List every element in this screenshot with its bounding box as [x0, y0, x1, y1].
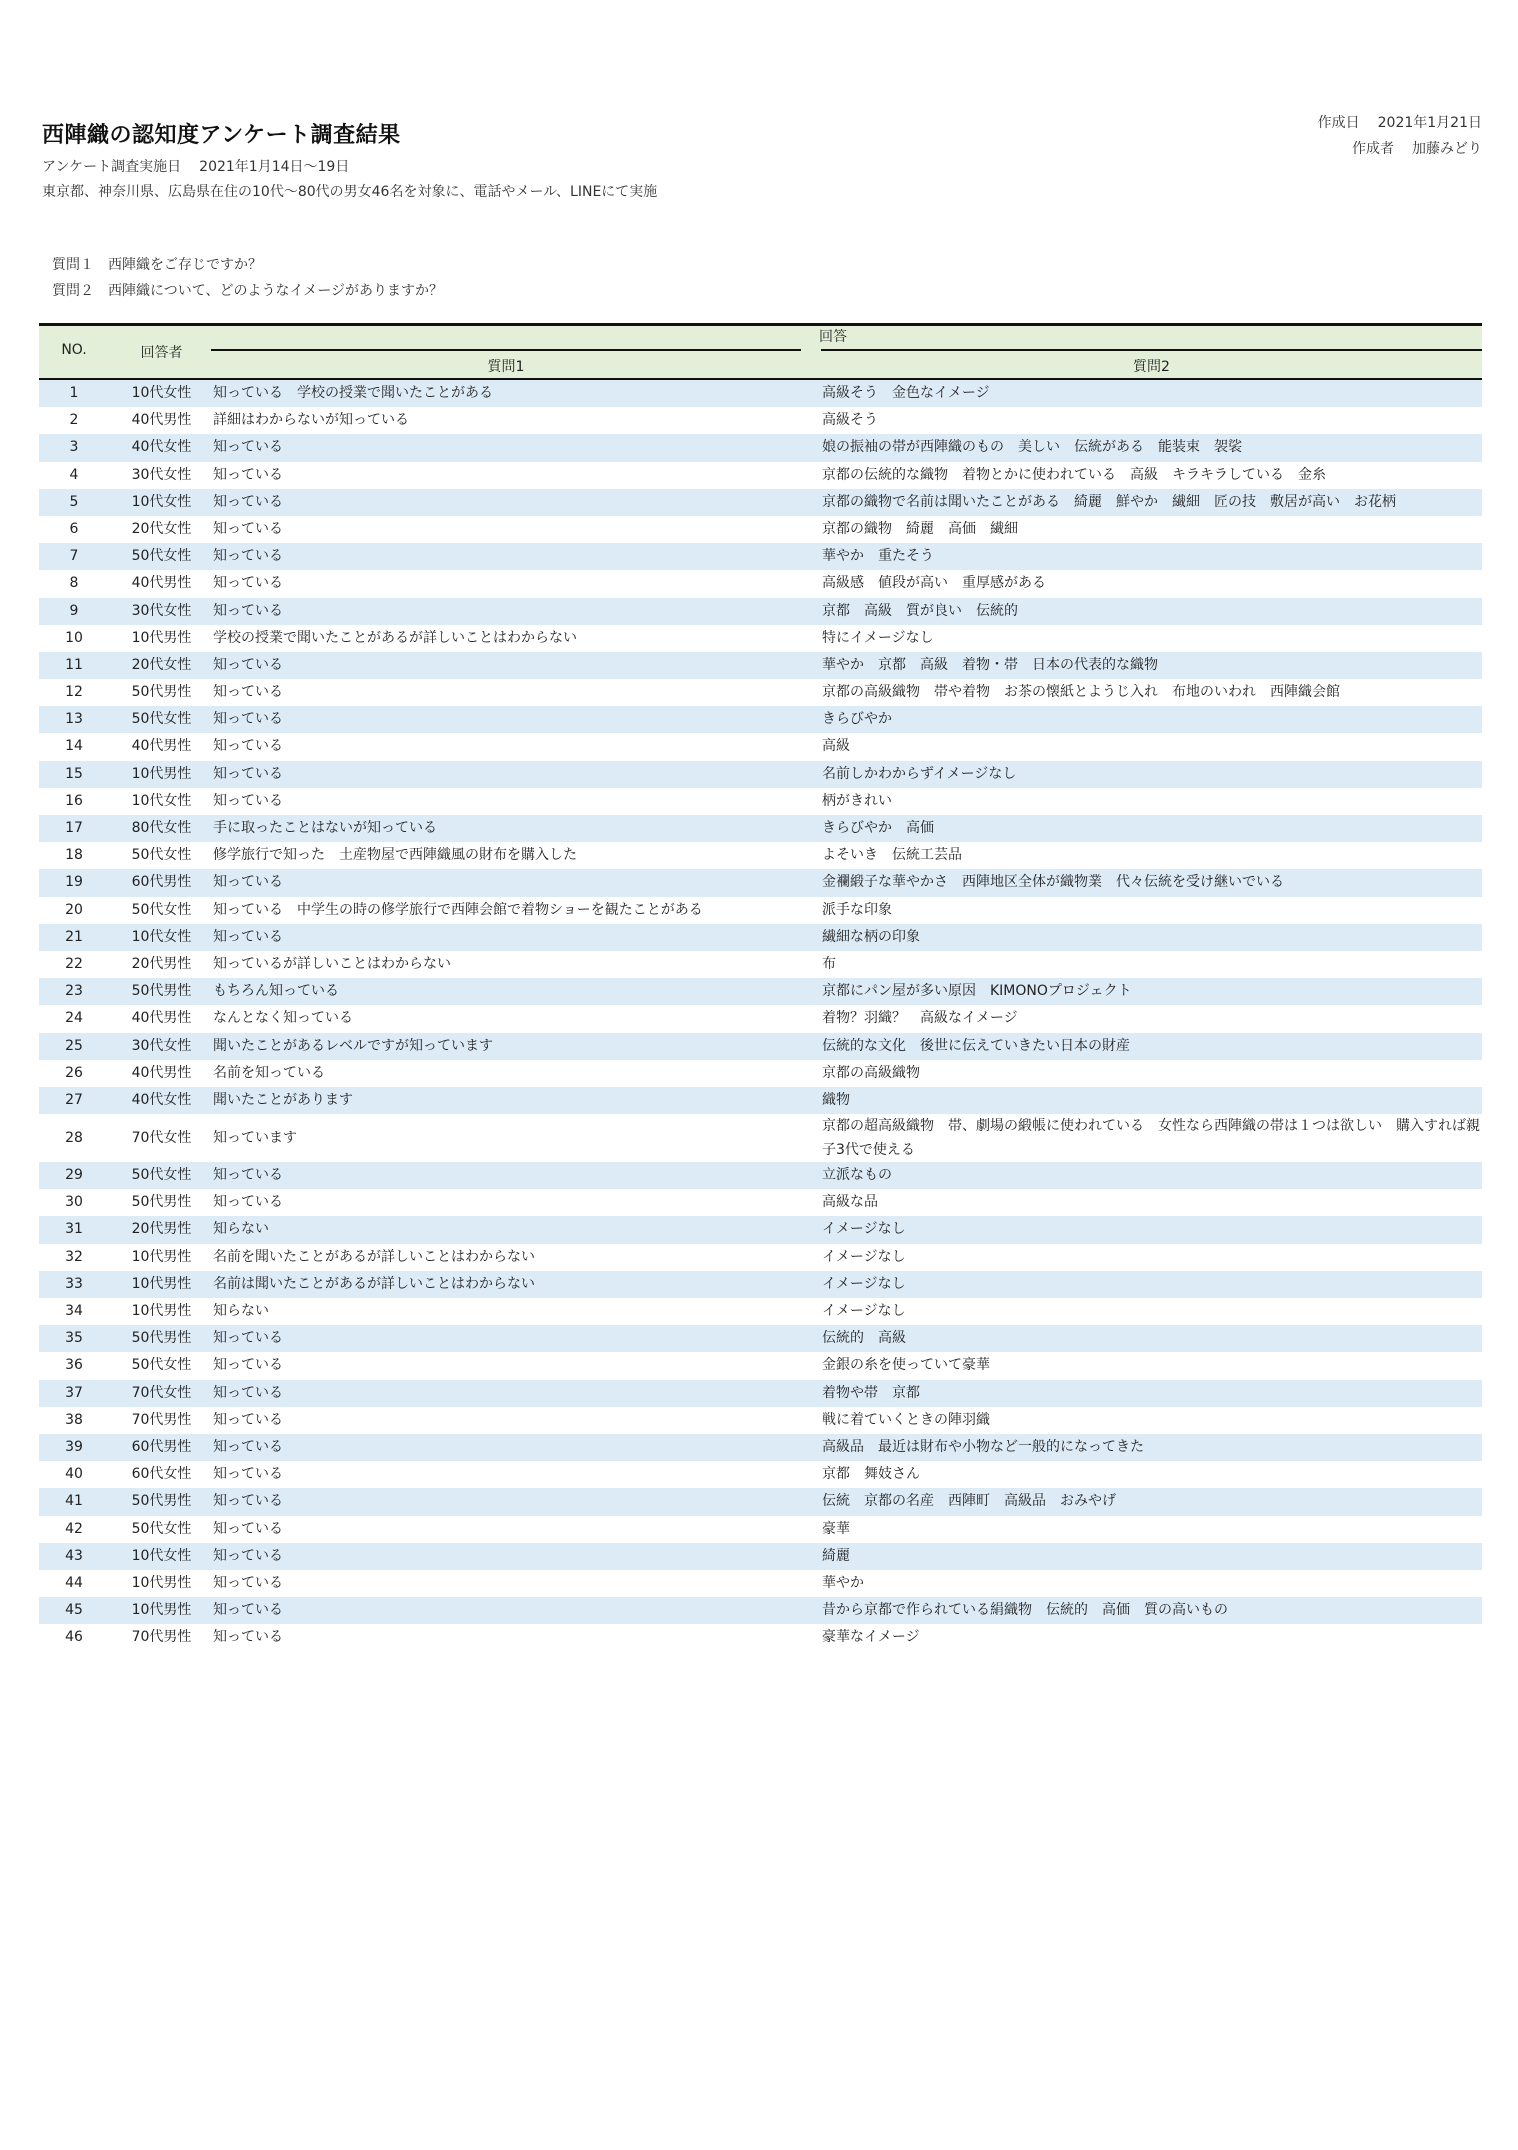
answer-question-1: 手に取ったことはないが知っている [213, 820, 437, 836]
table-row [39, 1189, 1482, 1216]
answer-question-1: 知らない [213, 1303, 269, 1319]
respondent: 40代男性 [131, 1064, 192, 1081]
row-number: 45 [65, 1602, 83, 1619]
answer-question-2: 柄がきれい [822, 792, 892, 809]
respondent: 40代男性 [131, 1010, 192, 1027]
respondent: 50代男性 [131, 1493, 192, 1510]
answer-question-2: 昔から京都で作られている絹織物 伝統的 高価 質の高いもの [822, 1602, 1228, 1619]
respondent: 40代女性 [131, 439, 192, 456]
table-row [39, 761, 1482, 788]
table-row [39, 516, 1482, 543]
table-row [39, 1352, 1482, 1379]
respondent: 20代男性 [131, 955, 192, 972]
answer-question-2: 京都の織物で名前は聞いたことがある 綺麗 鮮やか 繊細 匠の技 敷居が高い お花柄 [822, 493, 1396, 510]
respondent: 20代女性 [131, 656, 192, 673]
respondent: 40代男性 [131, 738, 192, 755]
answer-question-1: 知っている [213, 466, 283, 483]
respondent: 10代女性 [131, 928, 192, 945]
respondent: 30代女性 [131, 1037, 192, 1054]
answer-question-2: 京都の超高級織物 帯、劇場の緞帳に使われている 女性なら西陣織の帯は１つは欲しい 購入すれば親子3代で使える [822, 1118, 1480, 1159]
row-number: 35 [65, 1330, 83, 1347]
answer-question-2: 織物 [822, 1091, 850, 1108]
answer-question-1: 知っている [213, 928, 283, 945]
table-row [39, 897, 1482, 924]
table-row [39, 380, 1482, 407]
answer-question-2: 布 [822, 955, 836, 972]
row-number: 37 [65, 1384, 83, 1401]
created-info [1318, 110, 1482, 162]
answer-question-2: 金襴緞子な華やかさ 西陣地区全体が織物業 代々伝統を受け継いでいる [822, 874, 1284, 891]
answer-question-1: 名前は聞いたことがあるが詳しいことはわからない [213, 1275, 535, 1292]
answer-question-1: 知っている [213, 1466, 283, 1483]
respondent: 40代男性 [131, 412, 192, 429]
row-number: 20 [65, 901, 83, 918]
created-date-value: 2021年1月21日 [1377, 115, 1482, 131]
answer-question-2: イメージなし [822, 1303, 906, 1319]
row-number: 36 [65, 1357, 83, 1374]
row-number: 21 [65, 928, 83, 945]
respondent: 50代男性 [131, 1194, 192, 1211]
respondent: 70代男性 [131, 1411, 192, 1428]
table-row [39, 679, 1482, 706]
answer-question-1: 知っている [213, 711, 283, 728]
answer-question-2: 伝統 京都の名産 西陣町 高級品 おみやげ [822, 1493, 1116, 1510]
respondent: 10代女性 [131, 493, 192, 510]
answer-question-1: 知っている [213, 575, 283, 592]
table-row [39, 1162, 1482, 1189]
answer-question-2: 高級感 値段が高い 重厚感がある [822, 575, 1046, 592]
row-number: 24 [65, 1010, 83, 1027]
row-number: 10 [65, 629, 83, 646]
question-label: 質問２ [52, 283, 94, 299]
respondent: 50代男性 [131, 1330, 192, 1347]
row-number: 8 [69, 575, 79, 592]
question-list [52, 252, 443, 304]
respondent: 70代女性 [131, 1130, 192, 1147]
row-number: 12 [65, 684, 83, 701]
table-row [39, 733, 1482, 760]
respondent: 50代女性 [131, 901, 192, 918]
answer-question-1: もちろん知っている [213, 983, 339, 1000]
table-row [39, 1060, 1482, 1087]
respondent: 50代女性 [131, 548, 192, 565]
answer-question-2: 高級そう [822, 412, 878, 429]
respondent: 10代男性 [131, 1303, 192, 1319]
table-row [39, 489, 1482, 516]
answer-question-2: 金銀の糸を使っていて豪華 [822, 1357, 990, 1374]
row-number: 16 [65, 792, 83, 809]
row-number: 29 [65, 1167, 83, 1184]
row-number: 15 [65, 765, 83, 782]
row-number: 32 [65, 1248, 83, 1265]
answer-question-1: 知っている [213, 493, 283, 510]
table-row [39, 869, 1482, 896]
table-row [39, 978, 1482, 1005]
table-row [39, 652, 1482, 679]
respondent: 10代男性 [131, 765, 192, 782]
respondent: 30代女性 [131, 466, 192, 483]
answer-question-1: 知っている [213, 874, 283, 891]
respondent: 60代男性 [131, 1438, 192, 1455]
answer-question-2: 京都の高級織物 [822, 1064, 920, 1081]
answer-question-2: 京都の織物 綺麗 高価 繊細 [822, 520, 1018, 537]
table-row [39, 1488, 1482, 1515]
answer-question-2: 綺麗 [822, 1547, 850, 1564]
answer-question-2: 伝統的 高級 [822, 1330, 906, 1347]
row-number: 5 [69, 493, 79, 510]
respondent: 40代女性 [131, 1091, 192, 1108]
row-number: 11 [65, 656, 83, 673]
answer-question-2: 華やか 京都 高級 着物・帯 日本の代表的な織物 [822, 656, 1158, 673]
header-answer: 回答 [819, 329, 847, 345]
table-row [39, 788, 1482, 815]
answer-question-1: 知っている [213, 1357, 283, 1374]
respondent: 10代男性 [131, 1275, 192, 1292]
header-divider [821, 349, 1482, 351]
row-number: 3 [69, 439, 79, 456]
survey-description: 東京都、神奈川県、広島県在住の10代～80代の男女46名を対象に、電話やメール、LINEにて実施 [42, 184, 658, 200]
row-number: 31 [65, 1221, 83, 1238]
respondent: 50代女性 [131, 711, 192, 728]
table-row [39, 462, 1482, 489]
answer-question-2: 特にイメージなし [822, 629, 934, 646]
table-row [39, 1271, 1482, 1298]
row-number: 23 [65, 983, 83, 1000]
row-number: 46 [65, 1629, 83, 1646]
survey-date-label: アンケート調査実施日 [42, 159, 182, 175]
answer-question-2: 立派なもの [822, 1167, 892, 1184]
question-1 [52, 252, 443, 278]
respondent: 10代女性 [131, 792, 192, 809]
table-row [39, 1380, 1482, 1407]
answer-question-2: イメージなし [822, 1275, 906, 1292]
row-number: 2 [69, 412, 79, 429]
row-number: 9 [69, 602, 79, 619]
row-number: 27 [65, 1091, 83, 1108]
answer-question-1: 知っている [213, 1493, 283, 1510]
answer-question-2: 戦に着ていくときの陣羽織 [822, 1411, 990, 1428]
answer-question-1: 知っている [213, 684, 283, 701]
row-number: 30 [65, 1194, 83, 1211]
table-row [39, 924, 1482, 951]
table-row [39, 407, 1482, 434]
answer-question-1: 聞いたことがあるレベルですが知っています [213, 1037, 493, 1054]
answer-question-2: 繊細な柄の印象 [822, 928, 920, 945]
table-row [39, 1570, 1482, 1597]
answer-question-2: イメージなし [822, 1221, 906, 1238]
survey-date-line [42, 156, 349, 176]
survey-results-table [39, 323, 1482, 1651]
row-number: 38 [65, 1411, 83, 1428]
respondent: 50代女性 [131, 847, 192, 864]
answer-question-1: 知っている [213, 1411, 283, 1428]
respondent: 70代男性 [131, 1629, 192, 1646]
row-number: 41 [65, 1493, 83, 1510]
answer-question-1: 名前を聞いたことがあるが詳しいことはわからない [213, 1248, 535, 1265]
answer-question-2: 名前しかわからずイメージなし [822, 765, 1017, 782]
answer-question-1: 知っている 学校の授業で聞いたことがある [213, 385, 493, 401]
question-2 [52, 278, 443, 304]
table-row [39, 1087, 1482, 1114]
header-question-1: 質問1 [487, 359, 525, 375]
row-number: 18 [65, 847, 83, 864]
answer-question-2: 高級そう 金色なイメージ [822, 385, 990, 401]
header-question-2: 質問2 [1133, 359, 1170, 375]
table-row [39, 1244, 1482, 1271]
question-text: 西陣織をご存じですか？ [108, 257, 262, 273]
answer-question-2: 豪華 [822, 1520, 850, 1537]
row-number: 19 [65, 874, 83, 891]
respondent: 80代女性 [131, 820, 192, 836]
answer-question-1: 名前を知っている [213, 1064, 325, 1081]
answer-question-1: 知っている [213, 1602, 283, 1619]
table-row [39, 1461, 1482, 1488]
answer-question-2: 高級 [822, 738, 850, 755]
question-text: 西陣織について、どのようなイメージがありますか？ [108, 283, 444, 299]
respondent: 30代女性 [131, 602, 192, 619]
respondent: 10代男性 [131, 1574, 192, 1591]
answer-question-2: 着物？羽織？ 高級なイメージ [822, 1010, 1018, 1027]
answer-question-1: 知っている [213, 765, 283, 782]
answer-question-1: 知っている [213, 1574, 283, 1591]
row-number: 1 [69, 385, 79, 401]
row-number: 33 [65, 1275, 83, 1292]
row-number: 22 [65, 955, 83, 972]
answer-question-1: 知っている [213, 548, 283, 565]
answer-question-1: 聞いたことがあります [213, 1091, 353, 1108]
answer-question-1: 知っています [213, 1130, 297, 1147]
answer-question-2: 京都 舞妓さん [822, 1466, 920, 1483]
answer-question-1: なんとなく知っている [213, 1010, 353, 1027]
answer-question-1: 学校の授業で聞いたことがあるが詳しいことはわからない [213, 629, 577, 646]
respondent: 60代女性 [131, 1466, 192, 1483]
row-number: 17 [65, 820, 83, 836]
row-number: 25 [65, 1037, 83, 1054]
row-number: 40 [65, 1466, 83, 1483]
table-row [39, 815, 1482, 842]
row-number: 28 [65, 1130, 83, 1147]
header-respondent: 回答者 [140, 345, 183, 361]
answer-question-1: 知っている [213, 1629, 283, 1646]
answer-question-1: 知っている [213, 1384, 283, 1401]
answer-question-2: 高級品 最近は財布や小物など一般的になってきた [822, 1438, 1144, 1455]
table-row [39, 1298, 1482, 1325]
table-header [39, 323, 1482, 380]
table-row [39, 1543, 1482, 1570]
author-name: 加藤みどり [1412, 141, 1482, 157]
document-title: 西陣織の認知度アンケート調査結果 [42, 123, 401, 148]
table-row [39, 434, 1482, 461]
answer-question-1: 知っている [213, 602, 283, 619]
table-row [39, 1516, 1482, 1543]
table-row [39, 1114, 1482, 1162]
row-number: 13 [65, 711, 83, 728]
answer-question-2: 高級な品 [822, 1194, 878, 1211]
answer-question-2: 華やか [822, 1574, 864, 1591]
created-date-label: 作成日 [1317, 115, 1360, 131]
table-row [39, 1624, 1482, 1651]
table-row [39, 625, 1482, 652]
row-number: 6 [69, 520, 79, 537]
table-row [39, 1407, 1482, 1434]
answer-question-2: 着物や帯 京都 [822, 1384, 920, 1401]
table-row [39, 1216, 1482, 1243]
answer-question-1: 知らない [213, 1221, 269, 1238]
respondent: 40代男性 [131, 575, 192, 592]
answer-question-1: 知っている [213, 1330, 283, 1347]
answer-question-1: 知っている [213, 738, 283, 755]
answer-question-1: 知っている [213, 1520, 283, 1537]
row-number: 39 [65, 1438, 83, 1455]
table-row [39, 1597, 1482, 1624]
respondent: 50代男性 [131, 983, 192, 1000]
header-divider [211, 349, 801, 351]
row-number: 43 [65, 1547, 83, 1564]
answer-question-1: 知っているが詳しいことはわからない [213, 955, 451, 972]
table-row [39, 1005, 1482, 1032]
table-body [39, 380, 1482, 1651]
header-no: NO. [61, 342, 87, 358]
respondent: 50代男性 [131, 684, 192, 701]
answer-question-1: 知っている [213, 656, 283, 673]
answer-question-2: 京都の伝統的な織物 着物とかに使われている 高級 キラキラしている 金糸 [822, 466, 1326, 483]
row-number: 7 [69, 548, 79, 565]
respondent: 10代男性 [131, 629, 192, 646]
respondent: 20代女性 [131, 520, 192, 537]
respondent: 50代女性 [131, 1520, 192, 1537]
table-row [39, 1033, 1482, 1060]
answer-question-2: きらびやか [822, 711, 892, 728]
respondent: 10代男性 [131, 1602, 192, 1619]
respondent: 60代男性 [131, 874, 192, 891]
respondent: 50代女性 [131, 1167, 192, 1184]
row-number: 14 [65, 738, 83, 755]
answer-question-2: 娘の振袖の帯が西陣織のもの 美しい 伝統がある 能装束 袈裟 [822, 439, 1242, 456]
row-number: 26 [65, 1064, 83, 1081]
answer-question-1: 知っている [213, 1438, 283, 1455]
question-label: 質問１ [52, 257, 94, 273]
table-row [39, 1434, 1482, 1461]
table-row [39, 598, 1482, 625]
answer-question-2: 伝統的な文化 後世に伝えていきたい日本の財産 [822, 1037, 1130, 1054]
answer-question-2: 京都にパン屋が多い原因 KIMONOプロジェクト [822, 983, 1132, 1000]
row-number: 4 [69, 466, 79, 483]
respondent: 10代男性 [131, 1248, 192, 1265]
table-row [39, 842, 1482, 869]
row-number: 44 [65, 1574, 83, 1591]
respondent: 10代女性 [131, 1547, 192, 1564]
answer-question-1: 修学旅行で知った 土産物屋で西陣織風の財布を購入した [213, 847, 577, 864]
answer-question-2: 京都の高級織物 帯や着物 お茶の懐紙とようじ入れ 布地のいわれ 西陣織会館 [822, 684, 1340, 701]
answer-question-1: 知っている 中学生の時の修学旅行で西陣会館で着物ショーを観たことがある [213, 901, 703, 918]
author-label: 作成者 [1352, 141, 1394, 157]
table-row [39, 951, 1482, 978]
respondent: 20代男性 [131, 1221, 192, 1238]
answer-question-1: 知っている [213, 792, 283, 809]
table-row [39, 706, 1482, 733]
respondent: 50代女性 [131, 1357, 192, 1374]
answer-question-2: よそいき 伝統工芸品 [822, 847, 962, 864]
answer-question-2: 華やか 重たそう [822, 548, 934, 565]
answer-question-1: 知っている [213, 520, 283, 537]
answer-question-1: 詳細はわからないが知っている [213, 412, 409, 429]
answer-question-2: イメージなし [822, 1248, 906, 1265]
respondent: 70代女性 [131, 1384, 192, 1401]
answer-question-1: 知っている [213, 1167, 283, 1184]
answer-question-1: 知っている [213, 1547, 283, 1564]
table-row [39, 1325, 1482, 1352]
answer-question-1: 知っている [213, 1194, 283, 1211]
survey-date-value: 2021年1月14日～19日 [199, 159, 350, 175]
answer-question-2: 豪華なイメージ [822, 1629, 920, 1646]
table-row [39, 543, 1482, 570]
answer-question-1: 知っている [213, 439, 283, 456]
answer-question-2: きらびやか 高価 [822, 820, 934, 836]
table-row [39, 570, 1482, 597]
row-number: 34 [65, 1303, 83, 1319]
respondent: 10代女性 [131, 385, 192, 401]
answer-question-2: 京都 高級 質が良い 伝統的 [822, 602, 1018, 619]
row-number: 42 [65, 1520, 83, 1537]
answer-question-2: 派手な印象 [822, 901, 892, 918]
